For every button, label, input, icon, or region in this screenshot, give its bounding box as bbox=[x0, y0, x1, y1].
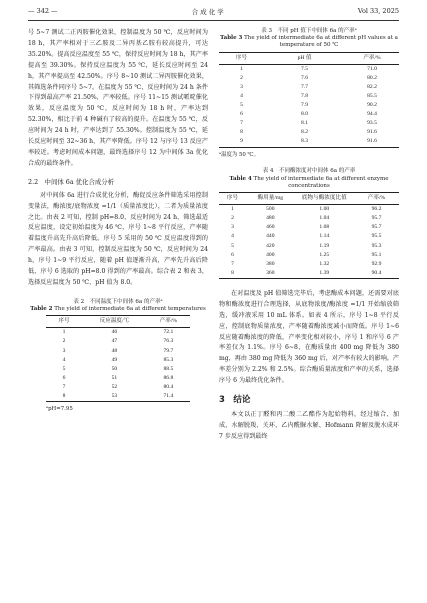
table-4-cell: 400 bbox=[266, 251, 275, 258]
table-4-cell: 95.7 bbox=[371, 215, 382, 222]
table-3-cell: 5 bbox=[240, 102, 243, 109]
table-row bbox=[46, 374, 190, 383]
table-4-cell: 1 bbox=[231, 206, 234, 213]
table-row bbox=[46, 347, 190, 356]
table-2-cell: 52 bbox=[111, 383, 118, 390]
table-4-cell: 1.32 bbox=[319, 260, 330, 267]
table-2-cell: 4 bbox=[62, 356, 66, 363]
table-row bbox=[219, 260, 399, 269]
table-2-cell: 8 bbox=[46, 392, 82, 402]
table-3-cell: 91.6 bbox=[367, 129, 377, 136]
table-row bbox=[219, 223, 399, 232]
table-4-title-en: The yield of intermediate 6a at different enzyme concentrations bbox=[253, 175, 389, 189]
paragraph-1: 号 5~7 测试二正丙胺催化效果，控制温度为 50 ℃，反应时间为 18 h，其产率相对于三乙胺及二异丙基乙胺有较高提升，可达 35.20%。提高反应温度至 55 ℃，保持反应时间为 18 h，其产率提高至 39.30%。保持反应温度为 55 ℃，延长反应时间至 24 h，其产率提高至 42.50%。序号 8~10 测试二异丙胺催化效果，其筛选条件同序号 5~7，在温度为 55 ℃，反应时间为 24 h 条件下得到最高产率 21.50%，产率较低。序号 11~15 测试哌啶催化效果，反应温度为 50 ℃，反应时间为 18 h 时，产率达到 52.30%，相比于前 4 种碱有了较高的提升。在温度为 55 ℃，反应时间为 24 h 时，产率达到了 55.30%。控制温度为 55 ℃，延长反应时间至 32~36 h，其产率降低。序号 12 与序号 13 反应产率较近。考虑时间成本问题，最终选择序号 12 为中间体 3a 优化合成的最终条件。 bbox=[28, 29, 208, 167]
table-3-cell: 7 bbox=[240, 120, 243, 127]
table-row bbox=[219, 214, 399, 223]
table-4-header-3: 产率/% bbox=[354, 193, 399, 205]
table-row bbox=[46, 356, 190, 365]
table-4-cell: 4 bbox=[231, 233, 234, 240]
table-4-header-1: 酶用量/mg bbox=[246, 193, 295, 205]
table-2-label: Table 2 bbox=[30, 306, 53, 313]
table-4-cell: 460 bbox=[266, 224, 275, 231]
table-row bbox=[219, 137, 399, 147]
table-4-cell: 3 bbox=[231, 224, 234, 231]
table-3-cell: 90.2 bbox=[367, 102, 377, 109]
header-rule bbox=[28, 20, 399, 21]
table-3-cell: 8.1 bbox=[301, 120, 308, 127]
table-3-cell: 7.8 bbox=[301, 92, 308, 99]
table-row bbox=[219, 242, 399, 251]
table-3-header-1: pH 值 bbox=[264, 52, 345, 64]
table-3-title-en: The yield of intermediate 6a at different pH values at a temperature of 50 ℃ bbox=[244, 35, 398, 49]
table-4-cell: 92.9 bbox=[371, 260, 382, 267]
table-3-cell: 91.6 bbox=[345, 137, 399, 147]
table-row bbox=[46, 365, 190, 374]
table-3-label: Table 3 bbox=[220, 35, 243, 42]
table-4-cell: 95.3 bbox=[371, 242, 382, 249]
table-4-cell: 95.1 bbox=[371, 251, 382, 258]
table-4-header-2: 底物与酶浓度比值 bbox=[295, 193, 354, 205]
table-4-cell: 500 bbox=[266, 206, 275, 213]
table-4-cell: 6 bbox=[231, 251, 234, 258]
table-row bbox=[46, 383, 190, 392]
table-4-cell: 7 bbox=[231, 260, 234, 267]
table-row bbox=[219, 110, 399, 119]
table-row bbox=[219, 269, 399, 279]
table-2-cell: 46 bbox=[111, 329, 118, 336]
table-2-cell: 7 bbox=[62, 383, 66, 390]
table-3-cell: 80.2 bbox=[367, 74, 377, 81]
table-row bbox=[219, 83, 399, 92]
table-2-cell: 49 bbox=[111, 356, 118, 363]
table-3-cell: 2 bbox=[240, 74, 243, 81]
table-3-cell: 8.2 bbox=[301, 129, 308, 136]
table-4-cell: 1.08 bbox=[319, 224, 330, 231]
table-4-label: Table 4 bbox=[229, 175, 252, 182]
table-3-header-0: 序号 bbox=[219, 52, 264, 64]
table-2-header-0: 序号 bbox=[46, 316, 82, 328]
table-row bbox=[219, 74, 399, 83]
section-3-heading: 3 结论 bbox=[219, 395, 251, 406]
table-4-caption bbox=[219, 168, 399, 190]
table-4-cell: 8 bbox=[219, 269, 246, 279]
table-2-cell: 1 bbox=[62, 329, 66, 336]
table-3-cell: 8.0 bbox=[301, 111, 308, 118]
table-3-note: ᵃ温度为 50 ℃。 bbox=[219, 151, 259, 158]
table-4-cell: 420 bbox=[266, 242, 275, 249]
table-3 bbox=[219, 52, 399, 148]
table-2-note: ᵃpH=7.95 bbox=[46, 406, 73, 413]
table-2-title-en: The yield of intermediate 6a at different temperatures bbox=[54, 306, 206, 313]
volume-info: Vol 33, 2025 bbox=[357, 7, 399, 15]
table-2-cell: 80.4 bbox=[163, 383, 174, 390]
table-2-cell: 48 bbox=[111, 347, 118, 354]
running-header bbox=[28, 5, 399, 17]
table-4-cell: 95.7 bbox=[371, 224, 382, 231]
table-2-cell: 79.7 bbox=[163, 347, 174, 354]
journal-name: 合 成 化 学 bbox=[191, 7, 224, 16]
table-2-cell: 72.1 bbox=[163, 329, 174, 336]
table-4-cell: 1.25 bbox=[319, 251, 330, 258]
table-2-cell: 2 bbox=[62, 338, 66, 345]
left-column bbox=[28, 28, 208, 415]
table-4-title-cn: 表 4 不同酶浓度对中间体 6a 的产率 bbox=[262, 168, 356, 175]
table-4-cell: 1.19 bbox=[319, 242, 330, 249]
table-row bbox=[219, 128, 399, 137]
table-2-cell: 51 bbox=[111, 374, 118, 381]
table-3-cell: 7.7 bbox=[301, 83, 308, 90]
table-4 bbox=[219, 192, 399, 279]
table-3-cell: 8 bbox=[240, 129, 243, 136]
page-number: — 342 — bbox=[28, 7, 58, 15]
table-4-cell: 1.14 bbox=[319, 233, 330, 240]
table-2-header-2: 产率/% bbox=[147, 316, 190, 328]
table-row bbox=[219, 101, 399, 110]
table-row bbox=[46, 328, 190, 338]
table-3-header-2: 产率/% bbox=[345, 52, 399, 64]
table-2-header-1: 反应温度/℃ bbox=[82, 316, 147, 328]
table-3-cell: 1 bbox=[240, 65, 243, 72]
table-4-cell: 360 bbox=[246, 269, 295, 279]
paragraph-2: 对中间体 6a 进行合成优化分析，酶促反应条件筛选采用控制变量法，酶浓度/底物浓度 =1/1（质量浓度比），二者为质量浓度之比。由表 2 可知，控制 pH=8.0，反应时间为 24 h，筛选最适反应温度，设定初始温度为 46 ℃，序号 1~8 平行反应，产率随着温度升高先升高后降低。序号 5 采用的 50 ℃ 反应温度得到的产率最高。由表 3 可知，控制反应温度为 50 ℃，反应时间为 24 h，序号 1~9 平行反应，随着 pH 值逐渐升高，产率先升高后降低，序号 6 选取的 pH=8.0 得到的产率最高。综合表 2 和表 3，选择反应温度为 50 ℃，pH 值为 8.0。 bbox=[28, 191, 208, 286]
table-4-header-0: 序号 bbox=[219, 193, 246, 205]
table-2-cell: 47 bbox=[111, 338, 118, 345]
right-column bbox=[219, 28, 399, 443]
table-3-cell: 7.9 bbox=[301, 102, 308, 109]
table-2-cell: 6 bbox=[62, 374, 66, 381]
table-row bbox=[219, 119, 399, 128]
table-2-title-cn: 表 2 不同温度下中间体 6a 的产率ᵃ bbox=[73, 298, 163, 305]
table-row bbox=[46, 392, 190, 402]
table-4-cell: 95.5 bbox=[371, 233, 382, 240]
table-2 bbox=[46, 315, 190, 402]
table-3-cell: 7.6 bbox=[301, 74, 308, 81]
table-2-cell: 3 bbox=[62, 347, 66, 354]
section-2-2-heading: 2.2 中间体 6a 优化合成分析 bbox=[28, 177, 115, 186]
table-2-cell: 76.3 bbox=[163, 338, 174, 345]
table-4-cell: 380 bbox=[266, 260, 275, 267]
table-3-title-cn: 表 3 不同 pH 值下中间体 6a 的产率ᵃ bbox=[261, 28, 357, 34]
table-row bbox=[219, 232, 399, 241]
table-3-cell: 71.0 bbox=[367, 65, 377, 72]
table-4-cell: 2 bbox=[231, 215, 234, 222]
table-row bbox=[46, 337, 190, 346]
table-2-cell: 85.3 bbox=[163, 356, 174, 363]
table-3-cell: 8.3 bbox=[264, 137, 345, 147]
table-2-cell: 86.8 bbox=[163, 374, 174, 381]
paragraph-4: 本文以正丁醛和丙二酸二乙酯作为起始物料，经过缩合、加成、水解脱羧、关环、乙内酰脲水解、Hofmann 降解及脱水成环 7 步反应得到最终 bbox=[219, 410, 399, 440]
table-4-cell: 440 bbox=[266, 233, 275, 240]
table-2-cell: 88.5 bbox=[163, 365, 174, 372]
table-3-cell: 93.5 bbox=[367, 120, 377, 127]
table-4-cell: 5 bbox=[231, 242, 234, 249]
table-3-cell: 82.2 bbox=[367, 83, 377, 90]
paragraph-3: 在对温度及 pH 值筛选完毕后，考虑酶成本问题，还需要对底物和酶浓度进行合理选择，从底物浓度/酶浓度 =1/1 开始缩放筛选，缓冲液采用 10 mL 体系。如表 4 所示，序号 1~8 平行反应，控制底物质量浓度，产率随着酶浓度减小而降低。序号 1~6 反应随着酶浓度的降低，产率变化相对较小，序号 1 和序号 6 产率差仅为 1.1%。序号 6~8，在酶质量由 400 mg 降低为 380 mg，再由 380 mg 降低为 360 mg 后，对产率有较大的影响。产率差分别为 2.2% 和 2.5%。综合酶质量浓度和产率的关系，选择序号 6 为最终优化条件。 bbox=[219, 289, 399, 385]
table-2-cell: 71.4 bbox=[147, 392, 190, 402]
table-2-cell: 50 bbox=[111, 365, 118, 372]
table-4-cell: 1.39 bbox=[295, 269, 354, 279]
table-4-cell: 1.04 bbox=[319, 215, 330, 222]
table-2-cell: 5 bbox=[62, 365, 66, 372]
table-3-cell: 4 bbox=[240, 92, 243, 99]
table-3-cell: 7.5 bbox=[301, 65, 308, 72]
table-4-cell: 480 bbox=[266, 215, 275, 222]
table-4-cell: 96.2 bbox=[371, 206, 382, 213]
table-row bbox=[219, 251, 399, 260]
table-2-caption bbox=[28, 299, 208, 313]
table-4-cell: 1.00 bbox=[319, 206, 330, 213]
table-3-cell: 94.4 bbox=[367, 111, 377, 118]
table-row bbox=[219, 64, 399, 74]
table-row bbox=[219, 205, 399, 215]
table-2-cell: 53 bbox=[82, 392, 147, 402]
table-3-cell: 6 bbox=[240, 111, 243, 118]
table-3-cell: 85.5 bbox=[367, 92, 377, 99]
table-row bbox=[219, 92, 399, 101]
table-3-caption bbox=[219, 28, 399, 50]
table-3-cell: 3 bbox=[240, 83, 243, 90]
table-4-cell: 90.4 bbox=[354, 269, 399, 279]
table-3-cell: 9 bbox=[219, 137, 264, 147]
